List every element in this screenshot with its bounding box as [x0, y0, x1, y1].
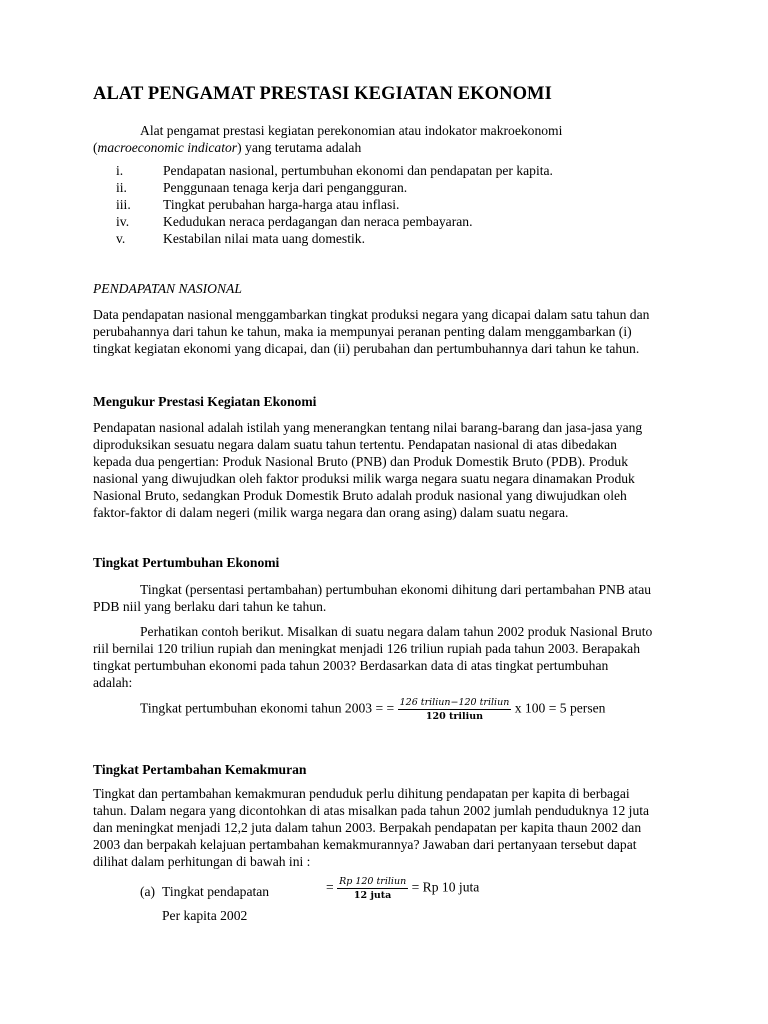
section-heading-pendapatan-nasional: PENDAPATAN NASIONAL — [93, 281, 242, 296]
list-item: iv. Kedudukan neraca perdagangan dan neraca pembayaran. — [116, 214, 473, 229]
fraction: $\frac{\text{Rp 120 triliun}}{\text{12 juta}}$ — [339, 876, 407, 901]
paragraph-pertumbuhan-2: Perhatikan contoh berikut. Misalkan di suatu negara dalam tahun 2002 produk Nasional Bruto riil bernilai 120 triliun rupiah dan meningkat menjadi 126 triliun rupiah pada tahun 2003. Berapakah tingkat pertumbuhan ekonomi pada tahun 2003? Berdasarkan data di atas tingkat pertumbuhan adalah: — [93, 624, 653, 690]
list-item: i. Pendapatan nasional, pertumbuhan ekonomi dan pendapatan per kapita. — [116, 163, 553, 178]
formula-a-text-2: Per kapita 2002 — [162, 908, 248, 923]
paragraph-pendapatan-nasional: Data pendapatan nasional menggambarkan tingkat produksi negara yang dicapai dalam satu tahun dan perubahannya dari tahun ke tahun, maka ia mempunyai peranan penting dalam menggambarkan (i) tingkat kegiatan ekonomi yang dicapai, dan (ii) perubahan dan pertumbuhannya dari tahun ke tahun. — [93, 307, 650, 356]
paragraph-pertumbuhan-1: Tingkat (persentasi pertambahan) pertumbuhan ekonomi dihitung dari pertambahan PNB atau PDB niil yang berlaku dari tahun ke tahun. — [93, 582, 652, 614]
intro-italic-term: macroeconomic indicator — [97, 140, 238, 155]
list-item: ii. Penggunaan tenaga kerja dari pengangguran. — [116, 180, 408, 195]
intro-line-1: Alat pengamat prestasi kegiatan perekonomian atau indokator makroekonomi — [140, 123, 563, 138]
fraction: $\frac{\text{126 triliun−120 triliun}}{\text{120 triliun}}$ — [399, 697, 510, 722]
section-heading-kemakmuran: Tingkat Pertambahan Kemakmuran — [93, 762, 307, 777]
paragraph-kemakmuran: Tingkat dan pertambahan kemakmuran penduduk perlu dihitung pendapatan per kapita di berbagai tahun. Dalam negara yang dicontohkan di atas misalkan pada tahun 2002 jumlah penduduknya 12 juta dan meningkat menjadi 12,2 juta dalam tahun 2003. Berpakah pendapatan per kapita thaun 2002 dan 2003 dan berpakah kelajuan pertambahan kemakmurannya? Jawaban dari pertanyaan tersebut dapat dilihat dalam perhitungan di bawah ini : — [93, 786, 650, 869]
formula-a-label: (a) — [140, 884, 156, 899]
list-item: iii. Tingkat perubahan harga-harga atau inflasi. — [116, 197, 400, 212]
section-heading-mengukur: Mengukur Prestasi Kegiatan Ekonomi — [93, 394, 317, 409]
page-title: ALAT PENGAMAT PRESTASI KEGIATAN EKONOMI — [93, 84, 552, 104]
intro-line-2: (macroeconomic indicator) yang terutama adalah — [93, 140, 362, 155]
formula-pertumbuhan: Tingkat pertumbuhan ekonomi tahun 2003 = = $\frac{\text{126 triliun−120 triliun}}{\text{120 triliun}}$ x 100 = 5 persen — [140, 697, 606, 722]
paragraph-mengukur: Pendapatan nasional adalah istilah yang menerangkan tentang nilai barang-barang dan jasa-jasa yang diproduksikan sesuatu negara dalam suatu tahun tertentu. Pendapatan nasional di atas dibedakan kepada dua pengertian: Produk Nasional Bruto (PNB) dan Produk Domestik Bruto (PDB). Produk nasional yang diwujudkan oleh faktor produksi milik warga negara suatu negara dinamakan Produk Nasional Bruto, sedangkan Produk Domestik Bruto adalah produk nasional yang diwujudkan oleh faktor-faktor di dalam negeri (milik warga negara dan orang asing) dalam suatu negara. — [93, 420, 643, 520]
list-item: v. Kestabilan nilai mata uang domestik. — [116, 231, 365, 246]
formula-a-text-1: Tingkat pendapatan — [162, 884, 270, 899]
formula-a-equation: = $\frac{\text{Rp 120 triliun}}{\text{12 juta}}$ = Rp 10 juta — [326, 876, 480, 901]
section-heading-pertumbuhan: Tingkat Pertumbuhan Ekonomi — [93, 555, 280, 570]
